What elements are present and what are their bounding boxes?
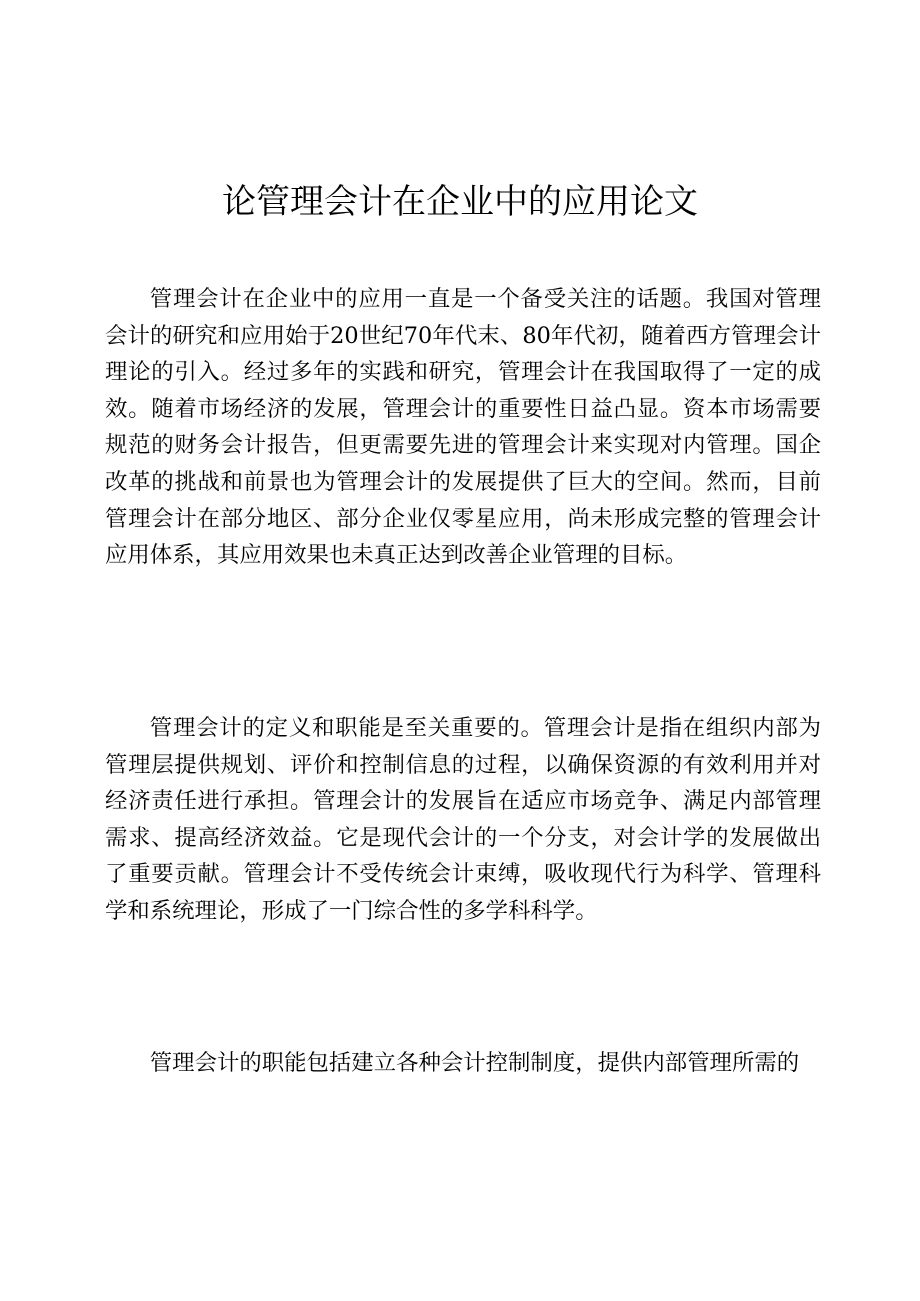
document-title: 论管理会计在企业中的应用论文 <box>222 182 698 222</box>
paragraph-3: 管理会计的职能包括建立各种会计控制制度，提供内部管理所需的 <box>149 1050 800 1076</box>
paragraph-2: 管理会计的定义和职能是至关重要的。管理会计是指在组织内部为管理层提供规划、评价和控制信息的过程，以确保资源的有效利用并对经济责任进行承担。管理会计的发展旨在适应市场竞争、满足内部管理需求、提高经济效益。它是现代会计的一个分支，对会计学的发展做出了重要贡献。管理会计不受传统会计束缚，吸收现代行为科学、管理科学和系统理论，形成了一门综合性的多学科科学。 <box>105 715 821 924</box>
paragraph-1: 管理会计在企业中的应用一直是一个备受关注的话题。我国对管理会计的研究和应用始于20世纪70年代末、80年代初，随着西方管理会计理论的引入。经过多年的实践和研究，管理会计在我国取得了一定的成效。随着市场经济的发展，管理会计的重要性日益凸显。资本市场需要规范的财务会计报告，但更需要先进的管理会计来实现对内管理。国企改革的挑战和前景也为管理会计的发展提供了巨大的空间。然而，目前管理会计在部分地区、部分企业仅零星应用，尚未形成完整的管理会计应用体系，其应用效果也未真正达到改善企业管理的目标。 <box>105 286 821 569</box>
